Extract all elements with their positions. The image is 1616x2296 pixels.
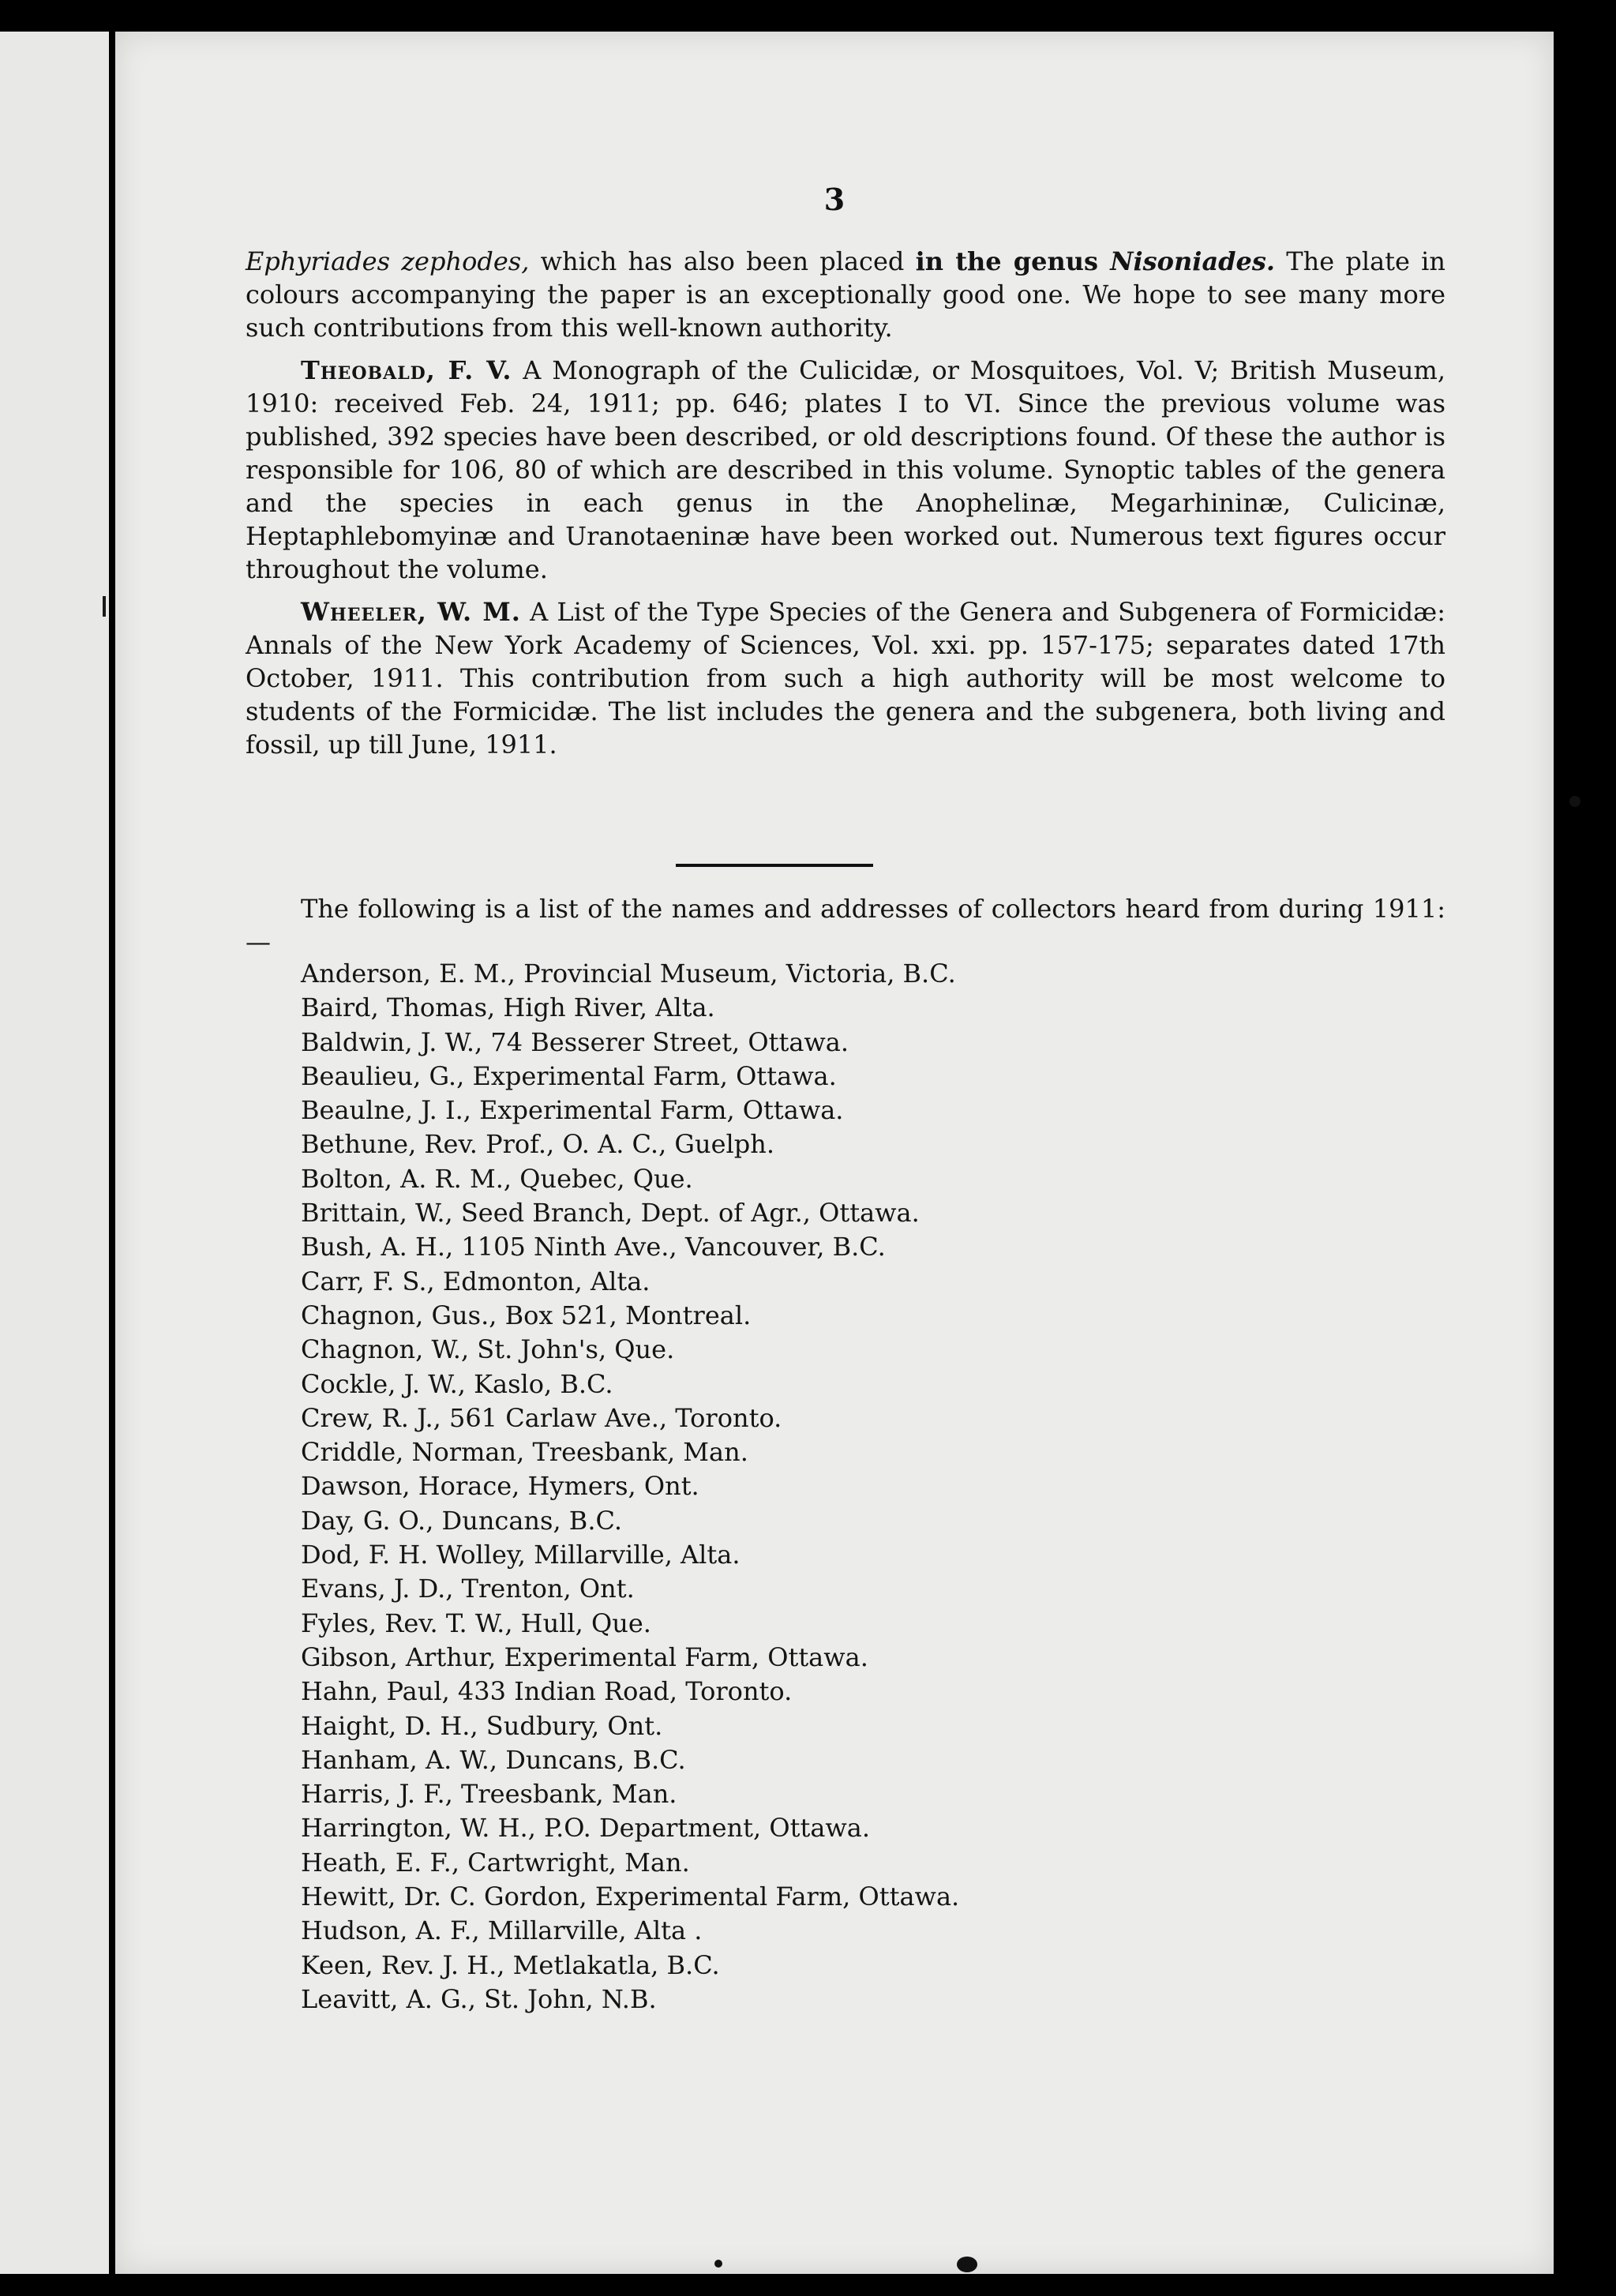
collector-entry: Criddle, Norman, Treesbank, Man. (301, 1437, 748, 1468)
collector-entry: Hanham, A. W., Duncans, B.C. (301, 1744, 686, 1775)
collector-entry: Hahn, Paul, 433 Indian Road, Toronto. (301, 1676, 793, 1707)
paragraph-text: The plate in colours accompanying the paper is an exceptionally good one. We hope to see many more such contributions from this well-known authority. (246, 246, 1446, 343)
document-page (115, 32, 1554, 2274)
collector-entry: Fyles, Rev. T. W., Hull, Que. (301, 1608, 651, 1638)
collector-entry: Cockle, J. W., Kaslo, B.C. (301, 1368, 613, 1399)
collector-entry: Anderson, E. M., Provincial Museum, Victoria, B.C. (301, 959, 956, 989)
collector-entry: Brittain, W., Seed Branch, Dept. of Agr., Ottawa. (301, 1198, 920, 1229)
collector-entry: Evans, J. D., Trenton, Ont. (301, 1574, 635, 1604)
paragraph-text: which has also been placed (529, 246, 916, 276)
collector-entry: Crew, R. J., 561 Carlaw Ave., Toronto. (301, 1402, 782, 1433)
collector-entry: Bolton, A. R. M., Quebec, Que. (301, 1163, 693, 1194)
collector-entry: Bethune, Rev. Prof., O. A. C., Guelph. (301, 1129, 775, 1160)
collector-entry: Dawson, Horace, Hymers, Ont. (301, 1471, 699, 1502)
collector-entry: Baldwin, J. W., 74 Besserer Street, Ottawa. (301, 1026, 849, 1057)
collector-entry: Bush, A. H., 1105 Ninth Ave., Vancouver, B.C. (301, 1232, 886, 1262)
collector-entry: Dod, F. H. Wolley, Millarville, Alta. (301, 1540, 741, 1570)
collector-entry: Haight, D. H., Sudbury, Ont. (301, 1710, 663, 1741)
genus-name: Nisoniades. (1110, 246, 1276, 276)
collector-entry: Carr, F. S., Edmonton, Alta. (301, 1266, 651, 1296)
collector-entry: Harris, J. F., Treesbank, Man. (301, 1779, 677, 1810)
collector-entry: Chagnon, W., St. John's, Que. (301, 1334, 675, 1365)
collector-entry: Day, G. O., Duncans, B.C. (301, 1505, 622, 1536)
scan-speck (1569, 796, 1580, 807)
collector-entry: Hewitt, Dr. C. Gordon, Experimental Farm, Ottawa. (301, 1881, 960, 1912)
collector-entry: Baird, Thomas, High River, Alta. (301, 992, 715, 1023)
facing-page-edge (0, 32, 109, 2274)
review-text: A Monograph of the Culicidæ, or Mosquitoes, Vol. V; British Museum, 1910: received Feb. 24, 1911; pp. 646; plates I to VI. Since the previous volume was published, 392 species have been described, or old descriptions found. Of these the author is responsible for 106, 80 of which are described in this volume. Synoptic tables of the genera and the species in each genus in the Anophelinæ, Megarhininæ, Culicinæ, Heptaphlebomyinæ and Uranotaeninæ have been worked out. Numerous text figures occur throughout the volume. (246, 355, 1445, 584)
collector-entry: Harrington, W. H., P.O. Department, Ottawa. (301, 1813, 871, 1844)
review-entry-theobald (246, 354, 1445, 586)
collector-entry: Chagnon, Gus., Box 521, Montreal. (301, 1300, 752, 1330)
facing-page-mark (103, 596, 106, 617)
section-divider (676, 864, 873, 867)
author-name: Theobald, F. V. (301, 355, 512, 385)
collector-entry: Hudson, A. F., Millarville, Alta . (301, 1915, 703, 1946)
review-text: A List of the Type Species of the Genera and Subgenera of Formicidæ: Annals of the New York Academy of Sciences, Vol. xxi. pp. 157-175; separates dated 17th October, 1911. This contribution from such a high authority will be most welcome to students of the Formicidæ. The list includes the genera and the subgenera, both living and fossil, up till June, 1911. (246, 597, 1446, 760)
paragraph-bold: in the genus (915, 246, 1111, 276)
scan-speck (714, 2260, 722, 2268)
collector-entry: Beaulne, J. I., Experimental Farm, Ottawa. (301, 1095, 844, 1126)
continued-paragraph (246, 245, 1445, 344)
scan-speck (957, 2257, 977, 2272)
collectors-list (301, 957, 959, 2017)
collector-entry: Gibson, Arthur, Experimental Farm, Ottawa. (301, 1641, 868, 1672)
collector-entry: Leavitt, A. G., St. John, N.B. (301, 1983, 657, 2014)
page-number: 3 (823, 182, 845, 217)
review-entry-wheeler (246, 595, 1445, 761)
review-section (246, 245, 1445, 761)
list-intro: The following is a list of the names and addresses of collectors heard from during 1911:— (246, 894, 1445, 957)
author-name: Wheeler, W. M. (301, 597, 521, 627)
collector-entry: Beaulieu, G., Experimental Farm, Ottawa. (301, 1060, 837, 1091)
species-name: Ephyriades zephodes, (246, 246, 530, 276)
collector-entry: Heath, E. F., Cartwright, Man. (301, 1847, 690, 1878)
collector-entry: Keen, Rev. J. H., Metlakatla, B.C. (301, 1949, 720, 1980)
